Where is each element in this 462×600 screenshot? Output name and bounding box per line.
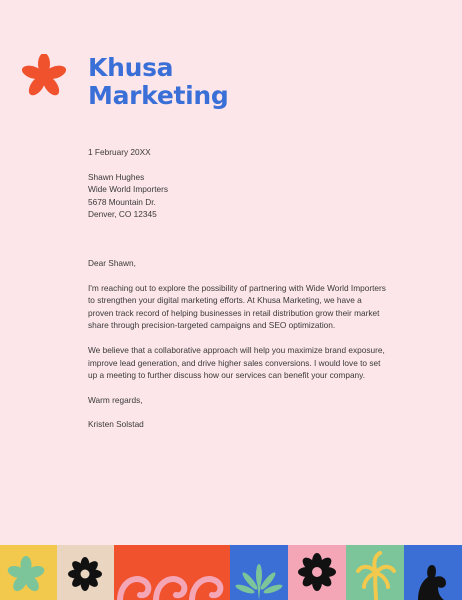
recipient-city: Denver, CO 12345 [88,209,157,220]
green-palm-icon [230,545,288,600]
footer-tile-tan-flower [57,545,114,600]
letter-body [88,146,388,431]
black-coral-icon [404,545,462,600]
recipient-address [88,171,388,221]
signature: Kristen Solstad [88,419,144,430]
footer-tile-yellow-flower [0,545,57,600]
footer-tile-blue-coral [404,545,462,600]
paragraph-1: I'm reaching out to explore the possibility of partnering with Wide World Importers to strengthen your digital marketing efforts. At Khusa Marketing, we have a proven track record of helping businesses in retail distribution grow their market share through precision-targeted campaigns and SEO optimization. [88,282,386,331]
footer-tile-orange-waves [114,545,230,600]
salutation: Dear Shawn, [88,257,136,268]
letter-date: 1 February 20XX [88,147,151,157]
logo-flower-icon [22,54,66,98]
brand-line-1: Khusa [88,53,174,82]
closing: Warm regards, [88,394,143,405]
brand-name [88,54,229,110]
black-flower-icon [288,545,346,600]
recipient-company: Wide World Importers [88,184,169,195]
recipient-name: Shawn Hughes [88,171,145,182]
green-flower-icon [0,545,57,600]
paragraph-2: We believe that a collaborative approach will help you maximize brand exposure, improve lead generation, and drive higher sales conversions. I would love to set up a meeting to further discuss how our services can benefit your company. [88,344,385,381]
yellow-palm-icon [346,545,404,600]
footer-tile-blue-palm [230,545,288,600]
black-flower-icon [57,545,114,600]
footer-tile-pink-flower [288,545,346,600]
footer-tile-green-palm [346,545,404,600]
pink-wave-icon [114,545,230,600]
footer-pattern-strip [0,545,462,600]
recipient-street: 5678 Mountain Dr. [88,196,156,207]
brand-line-2: Marketing [88,81,229,110]
